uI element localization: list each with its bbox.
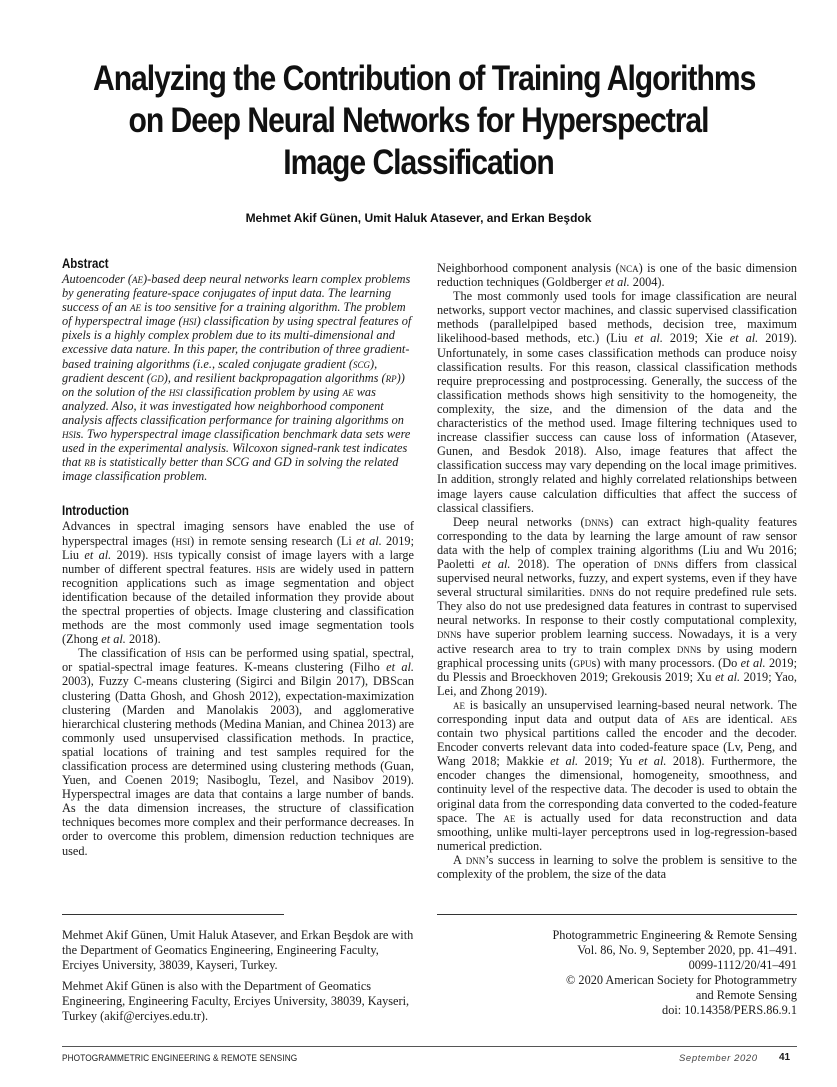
abstract-heading: Abstract: [62, 256, 109, 271]
intro-paragraph-2: The classification of hsis can be performed using spatial, spectral, or spatial-spectral image features. K-means clustering (Filho et al. 2003), Fuzzy C-means clustering (Sigirci and Bilgin 2017), DBScan clustering (Datta Ghosh, and Ghosh 2012), expectation-maximization clustering (Marden and Manolakis 2003), and agglomerative hierarchical clustering methods (Medina Manian, and Chinea 2013) are commonly used unsupervised classification methods. In practice, spatial locations of training and test samples required for the classification process are determined using clustering methods (Guan, Yuen, and Coenen 2019; Nasiboglu, Tezel, and Nasibov 2019). Hyperspectral images are data that contains a large number of bands. As the data dimension increases, the structure of classification techniques becomes more complex and their performance decreases. In order to overcome this problem, dimension reduction techniques are used.: [62, 646, 415, 858]
left-column: [62, 256, 414, 858]
author-list: Mehmet Akif Günen, Umit Haluk Atasever, and Erkan Beşdok: [245, 211, 592, 225]
paper-title: [92, 58, 756, 184]
title-line-2: on Deep Neural Networks for Hyperspectral: [128, 101, 709, 140]
right-paragraph-4: ae is basically an unsupervised learning-based neural network. The corresponding input data and output data of aes are identical. aes contain two physical partitions called the encoder and the decoder. Encoder converts relevant data into coded-feature space (Lv, Peng, and Wang 2018; Makkie et al. 2019; Yu et al. 2018). Furthermore, the encoder changes the dimensional, homogeneity, smoothness, and continuity level of the respective data. The decoder is used to obtain the original data from the corresponding data converted to the coded-feature space. The ae is actually used for data reconstruction and data smoothing, unlike multi-layer perceptrons used in log-regression-based numerical prediction.: [437, 697, 797, 853]
author-affiliation-footnote: [62, 928, 414, 1030]
publication-info: [437, 928, 797, 1018]
right-paragraph-5: A dnn’s success in learning to solve the problem is sensitive to the complexity of the problem, the size of the data: [437, 852, 797, 882]
intro-paragraph-1: Advances in spectral imaging sensors have enabled the use of hyperspectral images (hsi) in remote sensing research (Li et al. 2019; Liu et al. 2019). hsis typically consist of image layers with a large number of different spectral features. hsis are widely used in pattern recognition applications such as image segmentation and object identification because of the detailed information they provide about the spectral properties of objects. Image clustering and classification methods are the most commonly used image segmentation tools (Zhong et al. 2018).: [62, 519, 415, 647]
introduction-heading: Introduction: [62, 503, 129, 519]
right-paragraph-3: Deep neural networks (dnns) can extract high-quality features corresponding to the data by learning the large amount of raw sensor data with the help of complex training algorithms (Liu and Wu 2016; Paoletti et al. 2018). The operation of dnns differs from classical supervised neural networks, fuzzy, and expert systems, even if they have several structural similarities. dnns do not require predefined rule sets. They also do not use predesigned data features in contrast to supervised neural networks. In response to their costly computational complexity, dnns have superior problem learning success. Nowadays, it is a very active research area to try to train complex dnns by using modern graphical processing units (gpus) with many processors. (Do et al. 2019; du Plessis and Broeckhoven 2019; Grekousis 2019; Xu et al. 2019; Yao, Lei, and Zhong 2019).: [437, 514, 798, 698]
doi: doi: 10.14358/PERS.86.9.1: [662, 1003, 797, 1017]
running-header: PHOTOGRAMMETRIC ENGINEERING & REMOTE SENSING: [62, 1053, 298, 1063]
footnote-rule-right: [437, 914, 797, 915]
abstract-text: Autoencoder (ae)-based deep neural networks learn complex problems by generating feature-space conjugates of input data. The learning success of an ae is too sensitive for a training algorithm. The problem of hyperspectral image (hsi) classification by using spectral features of pixels is a highly complex problem due to its multi-dimensional and excessive data nature. In this paper, the contribution of three gradient-based training algorithms (i.e., scaled conjugate gradient (scg), gradient descent (gd), and resilient backpropagation algorithms (rp)) on the solution of the hsi classification problem by using ae was analyzed. Also, it was investigated how neighborhood component analysis affects classification performance for training algorithms on hsis. Two hyperspectral image classification benchmark data sets were used in the experimental analysis. Wilcoxon signed-rank test indicates that rb is statistically better than SCG and GD in solving the related image classification problem.: [62, 272, 412, 484]
footnote-rule-left: [62, 914, 284, 915]
volume-info: Vol. 86, No. 9, September 2020, pp. 41–491.: [577, 943, 797, 957]
title-line-1: Analyzing the Contribution of Training Algorithms: [92, 59, 756, 98]
right-paragraph-1: Neighborhood component analysis (nca) is one of the basic dimension reduction techniques (Goldberger et al. 2004).: [437, 261, 797, 290]
copyright-line-1: © 2020 American Society for Photogrammetry: [566, 973, 797, 987]
affiliation-paragraph-2: Mehmet Akif Günen is also with the Department of Geomatics Engineering, Engineering Faculty, Erciyes University, 38039, Kayseri, Turkey (akif@erciyes.edu.tr).: [62, 979, 410, 1023]
journal-name: Photogrammetric Engineering & Remote Sensing: [552, 928, 797, 942]
title-line-3: Image Classification: [283, 143, 554, 182]
right-paragraph-2: The most commonly used tools for image classification are neural networks, support vector machines, and classic supervised classification methods (parallelpiped based methods, decision tree, maximum likelihood-based methods, etc.) (Liu et al. 2019; Xie et al. 2019). Unfortunately, in some cases classification methods can produce noisy classification results. For this reason, classical classification methods require preprocessing and postprocessing. Generally, the success of the classification methods shows high sensitivity to the homogeneity, the complexity, the size, and the dimension of the data and the characteristics of the method used. Image filtering techniques used to increase classifier success can cause loss of information (Atasever, Gunen, and Besdok 2018). Also, image features that affect the classification success may vary depending on the local image primitives. In addition, strongly related and highly correlated relationships between image layers cause calculation difficulties that affect the success of classical classifiers.: [437, 289, 797, 515]
affiliation-paragraph-1: Mehmet Akif Günen, Umit Haluk Atasever, and Erkan Beşdok are with the Department of Geomatics Engineering, Engineering Faculty, Erciyes University, 38039, Kayseri, Turkey.: [62, 928, 414, 972]
issn: 0099-1112/20/41–491: [688, 958, 797, 972]
right-column: [437, 261, 797, 881]
copyright-line-2: and Remote Sensing: [695, 988, 797, 1002]
page-date: September 2020: [679, 1053, 758, 1064]
footer-rule: [62, 1046, 797, 1047]
page-number: 41: [779, 1052, 791, 1063]
